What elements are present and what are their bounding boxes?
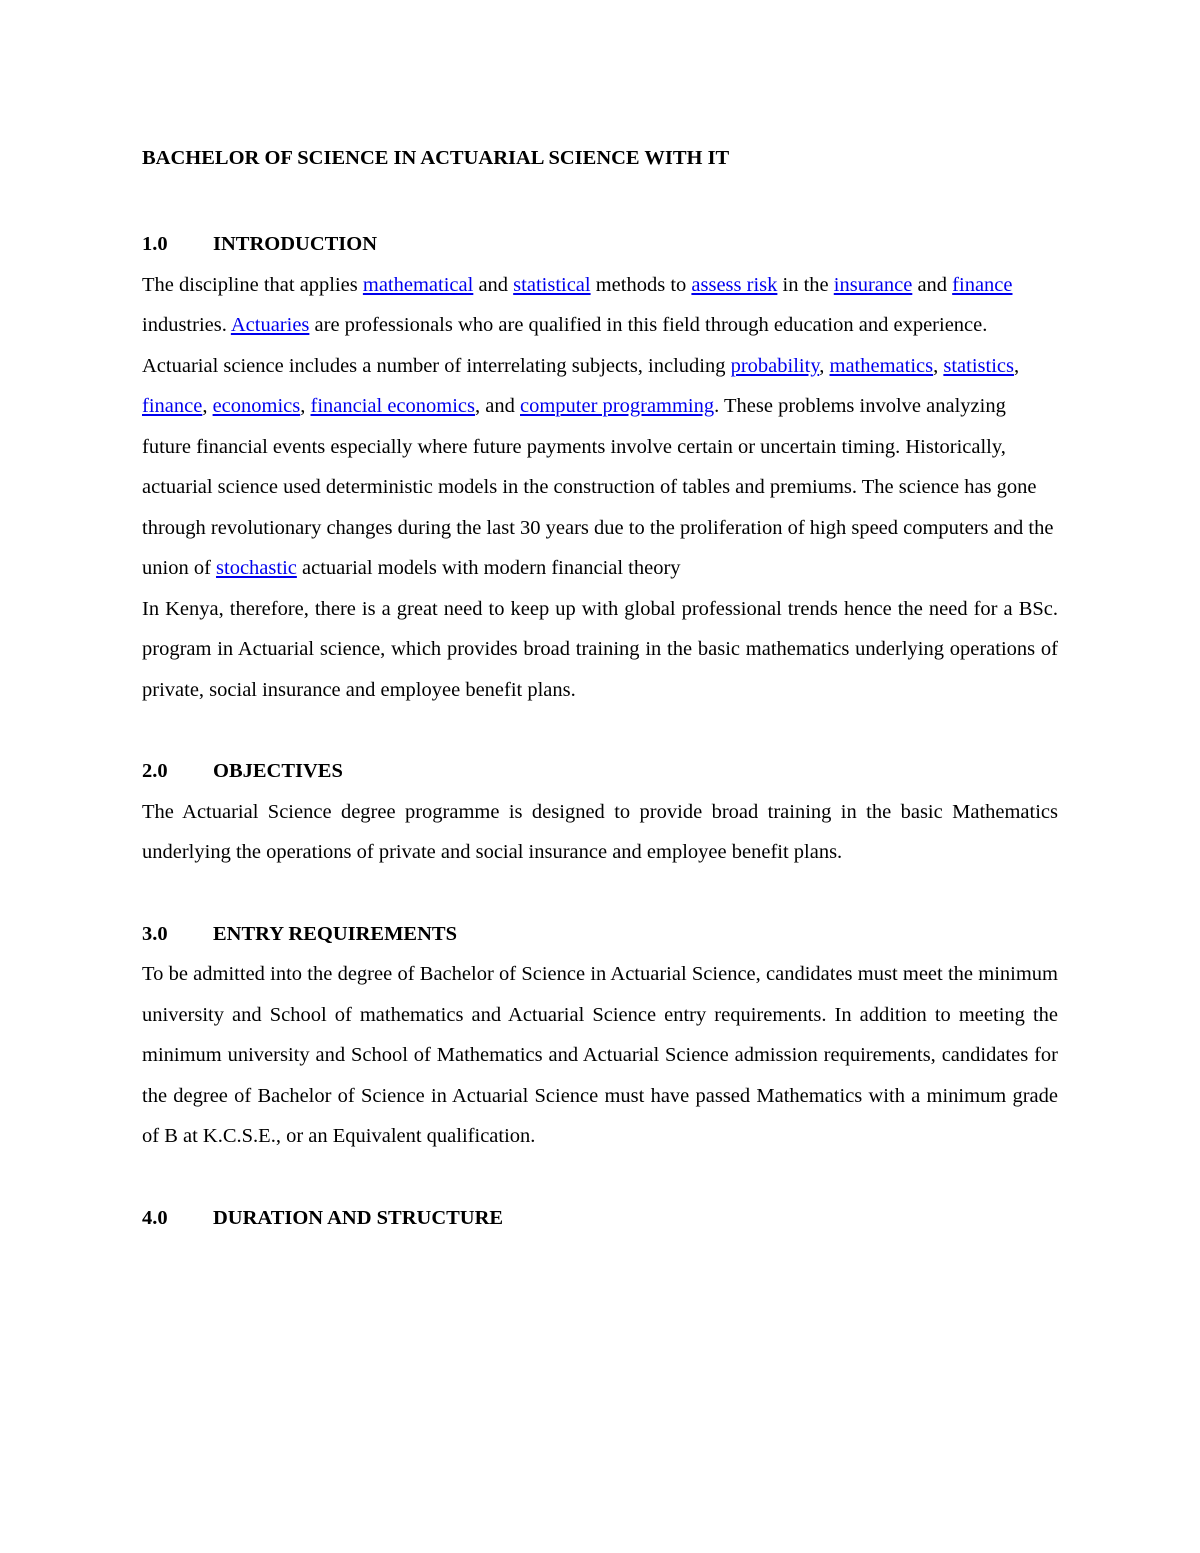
text-run: Actuarial science includes a number of interrelating subjects, including — [142, 354, 731, 377]
intro-paragraph-2 — [142, 346, 1057, 589]
text-run: industries. — [142, 314, 231, 336]
section-number: 3.0 — [142, 922, 168, 945]
section-heading-introduction — [142, 224, 1058, 265]
link-actuaries[interactable]: Actuaries — [230, 314, 310, 336]
text-run: in the — [777, 273, 834, 296]
text-run: , and — [475, 395, 520, 417]
text-run: , — [933, 354, 944, 377]
link-finance[interactable]: finance — [952, 273, 1013, 296]
text-run: methods to — [590, 273, 692, 296]
section-title: INTRODUCTION — [213, 233, 378, 255]
section-number: 2.0 — [142, 760, 168, 782]
section-title: OBJECTIVES — [213, 760, 343, 782]
intro-paragraph-3: In Kenya, therefore, there is a great need to keep up with global professional trends hence the need for a BSc. program in Actuarial science, which provides broad training in the basic mathematics underlying operations of private, social insurance and employee benefit plans. — [142, 597, 1058, 701]
link-mathematics[interactable]: mathematics — [829, 354, 934, 377]
link-insurance[interactable]: insurance — [833, 273, 913, 296]
text-run: and — [912, 273, 953, 296]
section-heading-objectives — [142, 751, 1058, 792]
section-heading-entry-requirements — [142, 914, 1058, 955]
section-number: 1.0 — [142, 233, 168, 255]
link-probability[interactable]: probability — [730, 354, 820, 377]
link-finance-2[interactable]: finance — [142, 395, 203, 417]
section-number: 4.0 — [142, 1206, 168, 1229]
document-title: BACHELOR OF SCIENCE IN ACTUARIAL SCIENCE WITH IT — [142, 147, 730, 169]
text-run: actuarial models with modern financial theory — [296, 557, 681, 579]
text-run: , — [1013, 354, 1020, 377]
objectives-paragraph: The Actuarial Science degree programme is designed to provide broad training in the basic Mathematics underlying the operations of private and social insurance and employee benefit plans. — [142, 800, 1058, 863]
section-heading-duration-structure — [142, 1198, 1058, 1239]
text-run: and — [473, 273, 514, 296]
link-mathematical[interactable]: mathematical — [362, 273, 474, 296]
link-statistics[interactable]: statistics — [943, 354, 1014, 377]
intro-paragraph-1 — [142, 265, 1042, 346]
link-statistical[interactable]: statistical — [513, 273, 591, 296]
text-run: , — [202, 395, 213, 417]
text-run: . These problems involve analyzing future financial events especially where future payments involve certain or uncertain timing. Historically, actuarial science used deterministic models in the construction of tables and premiums. The science has gone through revolutionary changes during the last 30 years due to the proliferation of high speed computers and the union of — [142, 395, 1054, 579]
link-stochastic[interactable]: stochastic — [216, 557, 297, 579]
document-page — [142, 132, 1058, 1238]
text-run: The discipline that applies — [142, 273, 363, 296]
text-run: are professionals who are qualified in this field through education and experience. — [309, 314, 988, 336]
link-economics[interactable]: economics — [212, 395, 301, 417]
section-title: DURATION AND STRUCTURE — [213, 1206, 504, 1229]
text-run: , — [300, 395, 311, 417]
section-title: ENTRY REQUIREMENTS — [213, 922, 457, 945]
entry-requirements-paragraph: To be admitted into the degree of Bachelor of Science in Actuarial Science, candidates must meet the minimum university and School of mathematics and Actuarial Science entry requirements. In addition to meeting the minimum university and School of Mathematics and Actuarial Science admission requirements, candidates for the degree of Bachelor of Science in Actuarial Science must have passed Mathematics with a minimum grade of B at K.C.S.E., or an Equivalent qualification. — [142, 963, 1058, 1147]
link-assess-risk[interactable]: assess risk — [691, 273, 778, 296]
link-computer-programming[interactable]: computer programming — [520, 395, 715, 417]
link-financial-economics[interactable]: financial economics — [310, 395, 476, 417]
text-run: , — [819, 354, 830, 377]
